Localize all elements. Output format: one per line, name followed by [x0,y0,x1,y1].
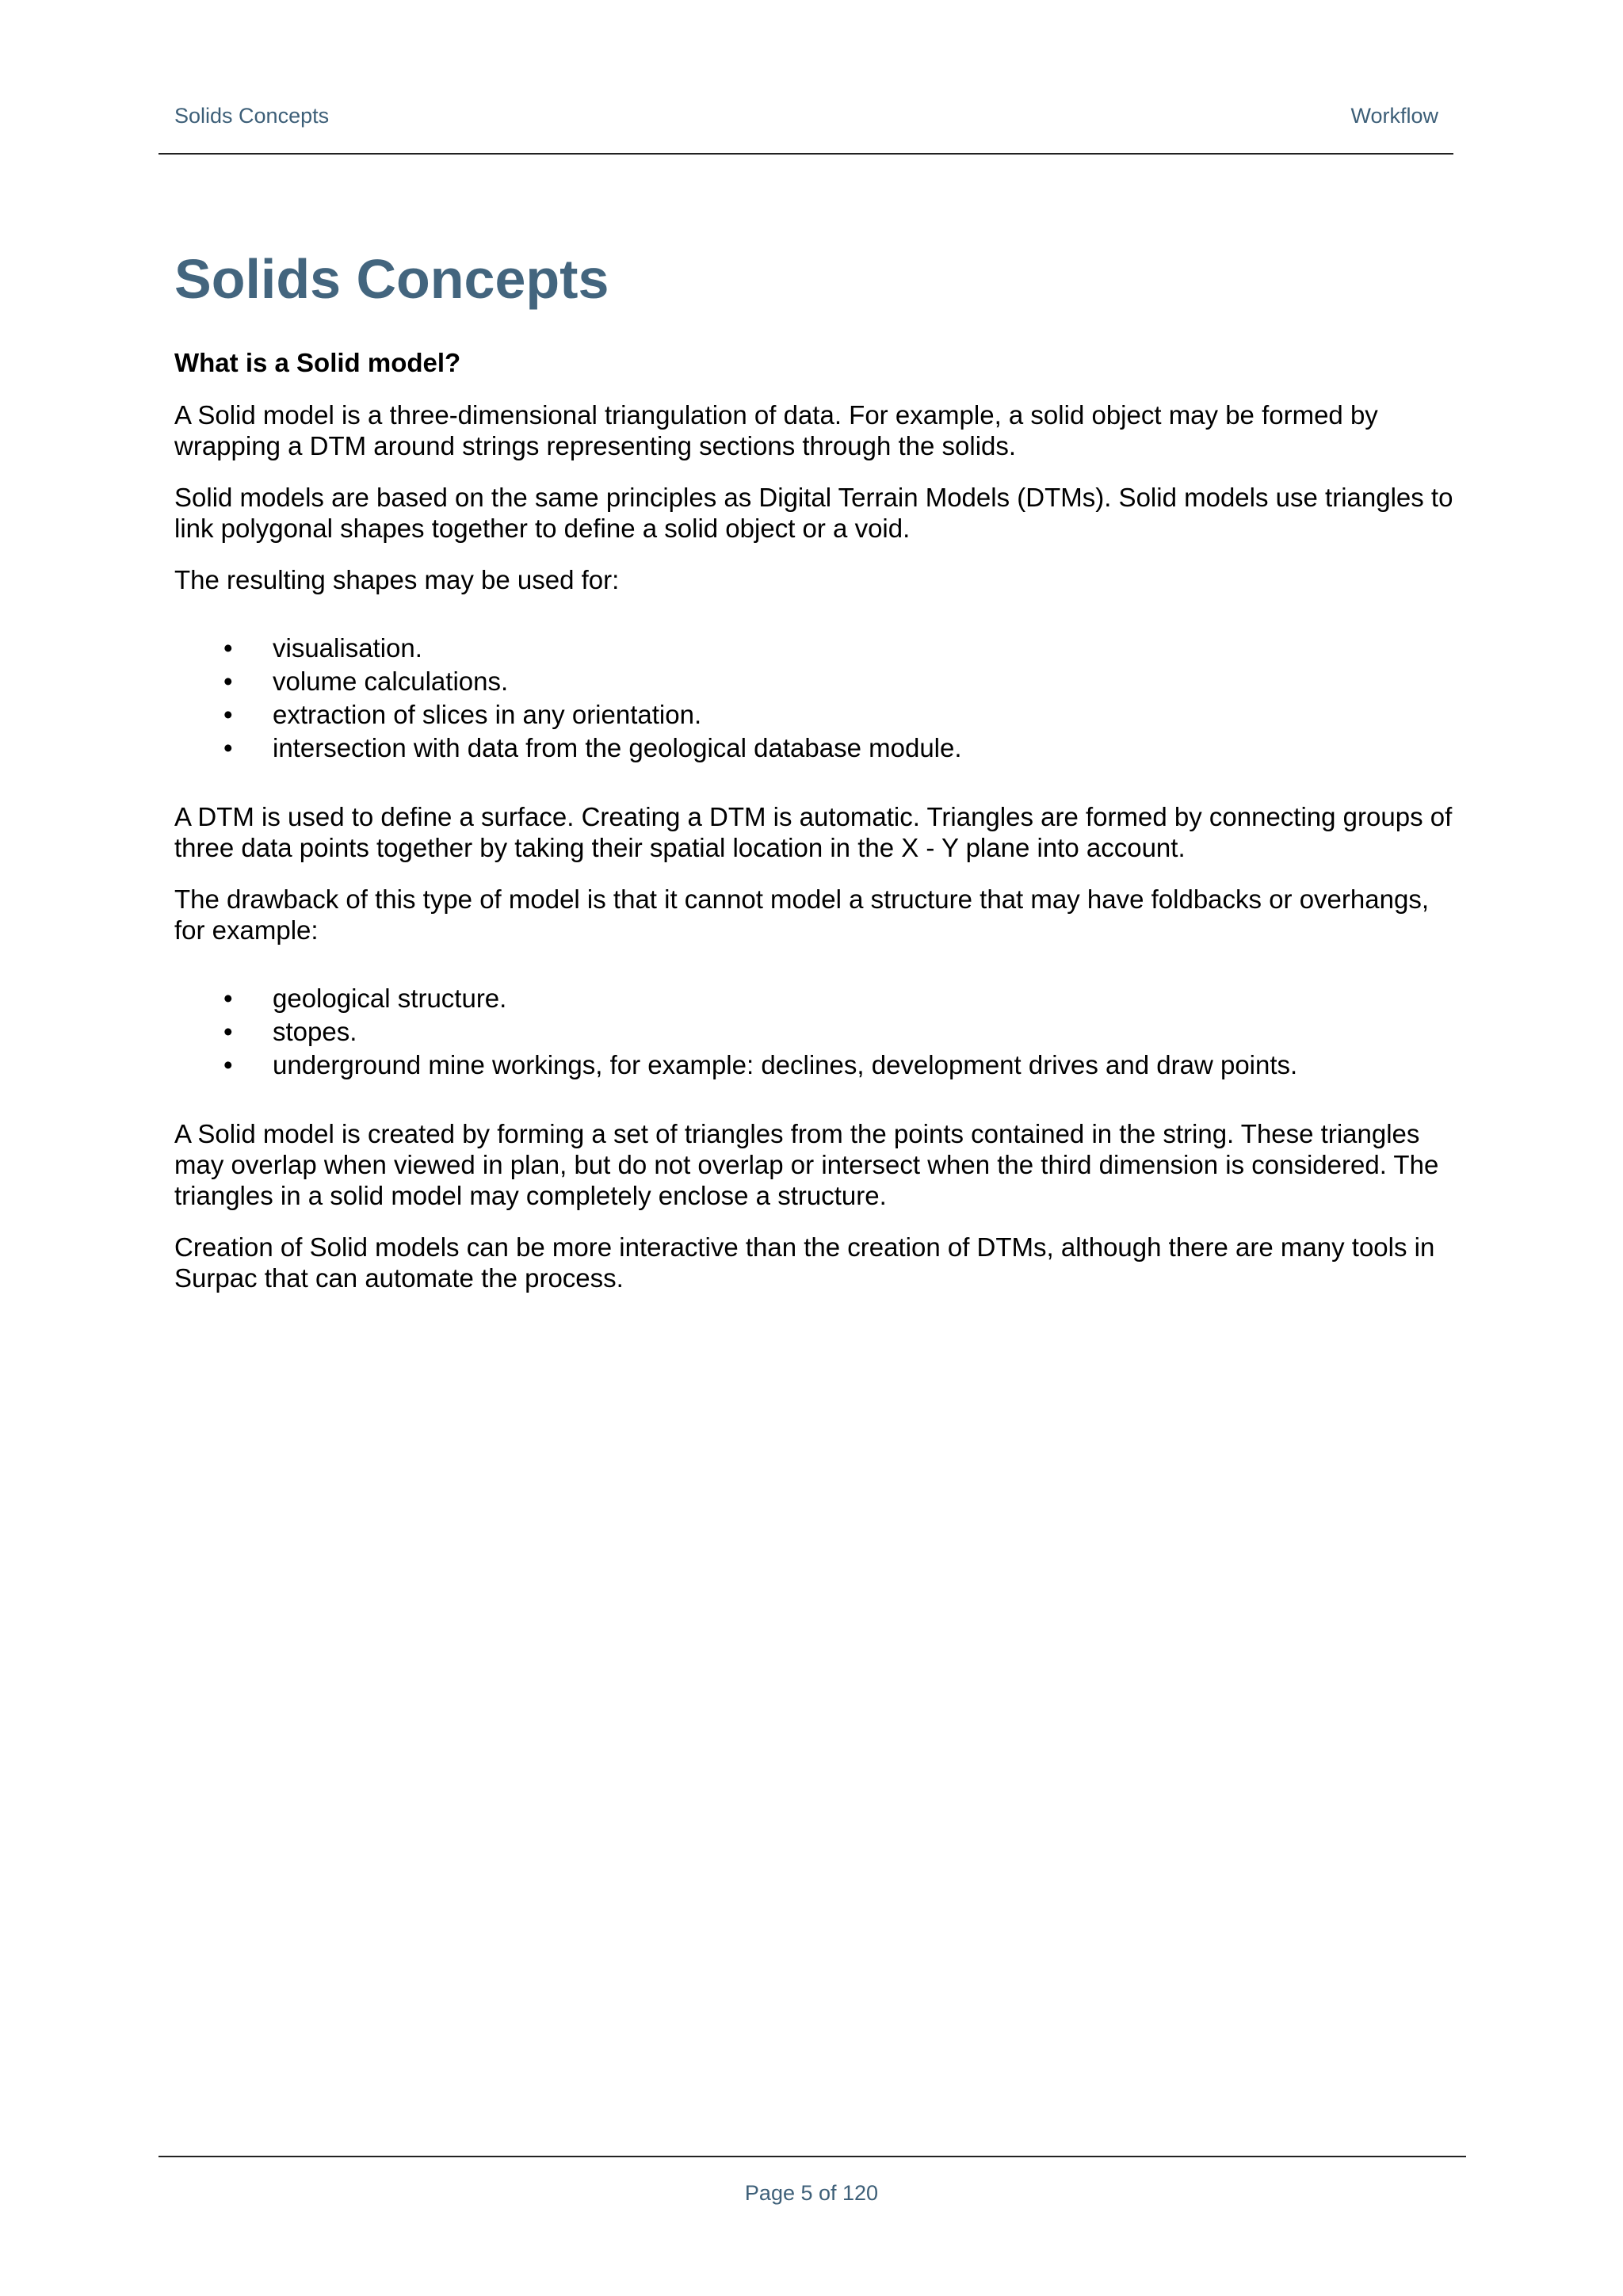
paragraph-interactive: Creation of Solid models can be more interactive than the creation of DTMs, although there are many tools in Surpac that can automate the process. [174,1232,1435,1293]
page-title: Solids Concepts [174,248,609,310]
paragraph-solid-creation: A Solid model is created by forming a set of triangles from the points contained in the string. These triangles may overlap when viewed in plan, but do not overlap or intersect when the third dimension is considered. The triangles in a solid model may completely enclose a structure. [174,1119,1439,1210]
list-item [174,1015,1458,1049]
bullet-icon: • [223,1050,233,1079]
list-item [174,732,1458,765]
list-item-text: underground mine workings, for example: declines, development drives and draw points. [273,1050,1298,1079]
bullet-icon: • [223,733,233,762]
list-item-text: volume calculations. [273,667,509,696]
paragraph-uses-intro: The resulting shapes may be used for: [174,565,620,594]
examples-list [174,982,1458,1082]
paragraph-definition: A Solid model is a three-dimensional triangulation of data. For example, a solid object may be formed by wrapping a DTM around strings representing sections through the solids. [174,400,1378,460]
paragraph-dtm: A DTM is used to define a surface. Creating a DTM is automatic. Triangles are formed by connecting groups of three data points together by taking their spatial location in the X - Y plane into account. [174,802,1453,862]
list-item [174,632,1458,665]
header-section-title: Workflow [1350,104,1438,128]
section-heading: What is a Solid model? [174,348,461,377]
page-content [174,246,1458,1293]
paragraph-principles: Solid models are based on the same principles as Digital Terrain Models (DTMs). Solid models use triangles to link polygonal shapes together to define a solid object or a void. [174,483,1453,543]
list-item-text: intersection with data from the geological database module. [273,733,962,762]
list-item-text: extraction of slices in any orientation. [273,700,702,729]
list-item [174,698,1458,732]
list-item [174,982,1458,1015]
header-chapter-title: Solids Concepts [174,104,330,128]
list-item-text: visualisation. [273,633,422,663]
list-item-text: stopes. [273,1017,357,1046]
header-rule [158,153,1453,155]
list-item-text: geological structure. [273,984,507,1013]
footer-rule [158,2156,1466,2157]
bullet-icon: • [223,667,233,696]
bullet-icon: • [223,984,233,1013]
bullet-icon: • [223,700,233,729]
uses-list [174,632,1458,765]
page-number: Page 5 of 120 [744,2181,879,2205]
bullet-icon: • [223,1017,233,1046]
list-item [174,1049,1458,1082]
paragraph-drawback: The drawback of this type of model is that it cannot model a structure that may have foldbacks or overhangs, for example: [174,884,1429,945]
running-header [174,104,1438,132]
bullet-icon: • [223,633,233,663]
list-item [174,665,1458,698]
